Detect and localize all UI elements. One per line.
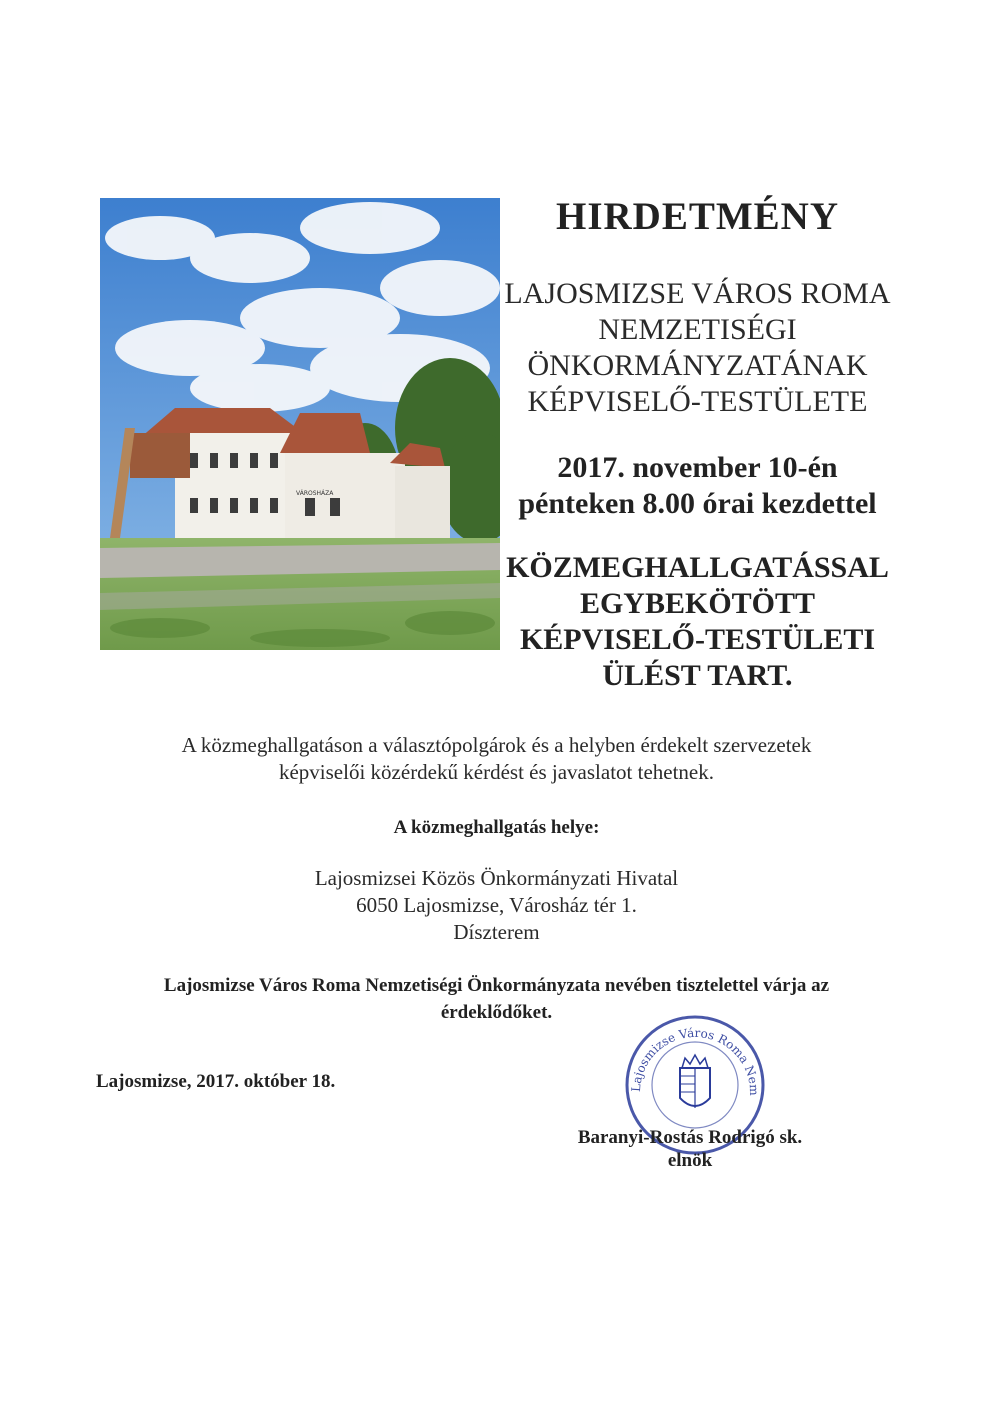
organization-line: NEMZETISÉGI [598, 313, 797, 346]
intro-paragraph [60, 732, 933, 786]
meeting-description-line: KÉPVISELŐ-TESTÜLETI [519, 623, 876, 656]
meeting-time-line: pénteken 8.00 órai kezdettel [518, 487, 877, 520]
meeting-description-line: ÜLÉST TART. [602, 659, 793, 692]
organization-line: ÖNKORMÁNYZATÁNAK [527, 349, 868, 382]
town-hall-photo [100, 198, 500, 650]
signature-block [560, 1126, 820, 1172]
organization-line: KÉPVISELŐ-TESTÜLETE [527, 385, 868, 418]
invitation-paragraph [60, 972, 933, 1026]
meeting-description-block [500, 550, 895, 694]
location-line: 6050 Lajosmizse, Városház tér 1. [356, 893, 637, 917]
photo-sign-text: VÁROSHÁZA [296, 490, 334, 497]
signature-title: elnök [667, 1150, 713, 1171]
stamp-text: Lajosmizse Város Roma Nem [628, 1025, 762, 1096]
invitation-line: érdeklődőket. [440, 1002, 553, 1023]
location-block [60, 865, 933, 946]
signature-name: Baranyi-Rostás Rodrigó sk. [577, 1127, 803, 1148]
meeting-date-line: 2017. november 10-én [557, 451, 838, 484]
invitation-line: Lajosmizse Város Roma Nemzetiségi Önkormányzata nevében tisztelettel várja az [163, 975, 830, 996]
organization-line: LAJOSMIZSE VÁROS ROMA [504, 277, 891, 310]
location-heading: A közmeghallgatás helye: [393, 817, 600, 838]
meeting-date-block [500, 450, 895, 522]
location-line: Díszterem [453, 920, 540, 944]
location-line: Lajosmizsei Közös Önkormányzati Hivatal [314, 866, 679, 890]
intro-line: képviselői közérdekű kérdést és javaslatot tehetnek. [278, 760, 714, 784]
place-date: Lajosmizse, 2017. október 18. [96, 1071, 336, 1092]
meeting-description-line: EGYBEKÖTÖTT [579, 587, 816, 620]
notice-title: HIRDETMÉNY [555, 195, 840, 238]
organization-block [500, 276, 895, 420]
intro-line: A közmeghallgatáson a választópolgárok és a helyben érdekelt szervezetek [181, 733, 812, 757]
meeting-description-line: KÖZMEGHALLGATÁSSAL [506, 551, 889, 584]
